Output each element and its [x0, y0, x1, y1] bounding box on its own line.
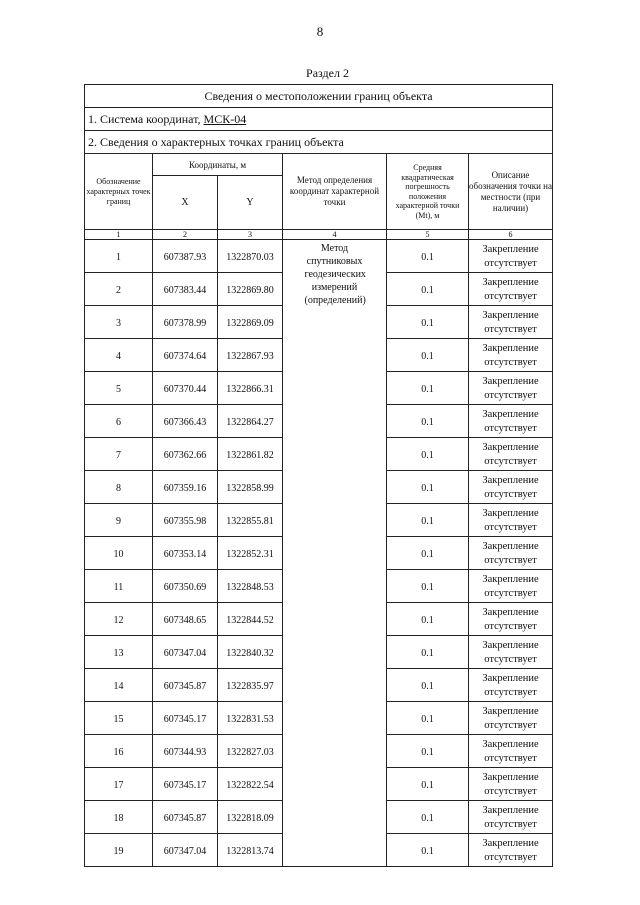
coord-x: 607359.16 — [153, 471, 218, 504]
table-subtitle: 2. Сведения о характерных точках границ объекта — [85, 131, 553, 154]
accuracy-value: 0.1 — [387, 471, 469, 504]
coord-x: 607345.17 — [153, 768, 218, 801]
coord-y: 1322869.09 — [218, 306, 283, 339]
point-number: 16 — [85, 735, 153, 768]
coord-y: 1322840.32 — [218, 636, 283, 669]
coord-x: 607347.04 — [153, 636, 218, 669]
coordinate-system-row — [85, 108, 553, 131]
table-title: Сведения о местоположении границ объекта — [85, 85, 553, 108]
header-coordinates: Координаты, м — [153, 154, 283, 176]
coord-y: 1322831.53 — [218, 702, 283, 735]
point-number: 7 — [85, 438, 153, 471]
method-text: Метод спутниковых геодезических измерений (определений) — [304, 243, 366, 306]
coord-x: 607383.44 — [153, 273, 218, 306]
point-number: 13 — [85, 636, 153, 669]
point-description: Закрепление отсутствует — [469, 372, 553, 405]
accuracy-value: 0.1 — [387, 768, 469, 801]
point-description: Закрепление отсутствует — [469, 669, 553, 702]
header-method: Метод определения координат характерной точки — [283, 154, 387, 230]
coord-x: 607370.44 — [153, 372, 218, 405]
point-description: Закрепление отсутствует — [469, 768, 553, 801]
column-index: 3 — [218, 230, 283, 240]
point-number: 10 — [85, 537, 153, 570]
coord-y: 1322864.27 — [218, 405, 283, 438]
accuracy-value: 0.1 — [387, 570, 469, 603]
coord-y: 1322818.09 — [218, 801, 283, 834]
coord-x: 607355.98 — [153, 504, 218, 537]
point-number: 18 — [85, 801, 153, 834]
accuracy-value: 0.1 — [387, 669, 469, 702]
header-point-designation: Обозначение характерных точек границ — [85, 154, 153, 230]
accuracy-value: 0.1 — [387, 339, 469, 372]
coord-x: 607344.93 — [153, 735, 218, 768]
point-number: 15 — [85, 702, 153, 735]
point-number: 17 — [85, 768, 153, 801]
point-number: 14 — [85, 669, 153, 702]
accuracy-value: 0.1 — [387, 801, 469, 834]
accuracy-value: 0.1 — [387, 240, 469, 273]
coord-y: 1322822.54 — [218, 768, 283, 801]
point-description: Закрепление отсутствует — [469, 801, 553, 834]
point-description: Закрепление отсутствует — [469, 603, 553, 636]
coord-y: 1322855.81 — [218, 504, 283, 537]
coord-y: 1322852.31 — [218, 537, 283, 570]
coord-x: 607345.87 — [153, 669, 218, 702]
header-x: X — [153, 176, 218, 230]
point-description: Закрепление отсутствует — [469, 438, 553, 471]
accuracy-value: 0.1 — [387, 834, 469, 867]
accuracy-value: 0.1 — [387, 636, 469, 669]
coord-y: 1322869.80 — [218, 273, 283, 306]
point-description: Закрепление отсутствует — [469, 339, 553, 372]
accuracy-value: 0.1 — [387, 537, 469, 570]
column-index: 2 — [153, 230, 218, 240]
point-number: 5 — [85, 372, 153, 405]
coord-x: 607362.66 — [153, 438, 218, 471]
point-description: Закрепление отсутствует — [469, 240, 553, 273]
point-description: Закрепление отсутствует — [469, 405, 553, 438]
column-index: 6 — [469, 230, 553, 240]
header-y: Y — [218, 176, 283, 230]
column-index-row — [85, 230, 553, 240]
column-index: 5 — [387, 230, 469, 240]
accuracy-value: 0.1 — [387, 504, 469, 537]
point-description: Закрепление отсутствует — [469, 504, 553, 537]
coord-x: 607353.14 — [153, 537, 218, 570]
point-description: Закрепление отсутствует — [469, 471, 553, 504]
point-number: 12 — [85, 603, 153, 636]
point-number: 6 — [85, 405, 153, 438]
point-number: 1 — [85, 240, 153, 273]
point-description: Закрепление отсутствует — [469, 570, 553, 603]
point-description: Закрепление отсутствует — [469, 306, 553, 339]
accuracy-value: 0.1 — [387, 603, 469, 636]
coord-x: 607374.64 — [153, 339, 218, 372]
point-number: 2 — [85, 273, 153, 306]
point-description: Закрепление отсутствует — [469, 702, 553, 735]
coord-x: 607345.87 — [153, 801, 218, 834]
point-description: Закрепление отсутствует — [469, 735, 553, 768]
coord-y: 1322866.31 — [218, 372, 283, 405]
coord-y: 1322858.99 — [218, 471, 283, 504]
coord-x: 607348.65 — [153, 603, 218, 636]
accuracy-value: 0.1 — [387, 735, 469, 768]
point-number: 9 — [85, 504, 153, 537]
coord-y: 1322827.03 — [218, 735, 283, 768]
accuracy-value: 0.1 — [387, 372, 469, 405]
coordinate-system-label: 1. Система координат, — [88, 111, 204, 126]
accuracy-value: 0.1 — [387, 306, 469, 339]
coord-y: 1322870.03 — [218, 240, 283, 273]
method-cell — [283, 240, 387, 867]
section-title: Раздел 2 — [306, 66, 349, 80]
coord-x: 607345.17 — [153, 702, 218, 735]
point-number: 8 — [85, 471, 153, 504]
coord-y: 1322867.93 — [218, 339, 283, 372]
header-accuracy: Средняя квадратическая погрешность положения характерной точки (Mt), м — [387, 154, 469, 230]
coord-x: 607366.43 — [153, 405, 218, 438]
page-number: 8 — [316, 24, 324, 39]
point-description: Закрепление отсутствует — [469, 834, 553, 867]
coord-y: 1322861.82 — [218, 438, 283, 471]
point-number: 11 — [85, 570, 153, 603]
coord-y: 1322848.53 — [218, 570, 283, 603]
column-index: 1 — [85, 230, 153, 240]
point-description: Закрепление отсутствует — [469, 636, 553, 669]
point-number: 3 — [85, 306, 153, 339]
table-row — [85, 240, 553, 273]
point-description: Закрепление отсутствует — [469, 537, 553, 570]
coord-x: 607378.99 — [153, 306, 218, 339]
coord-y: 1322813.74 — [218, 834, 283, 867]
point-number: 19 — [85, 834, 153, 867]
accuracy-value: 0.1 — [387, 405, 469, 438]
coord-y: 1322844.52 — [218, 603, 283, 636]
coord-x: 607350.69 — [153, 570, 218, 603]
accuracy-value: 0.1 — [387, 438, 469, 471]
coord-y: 1322835.97 — [218, 669, 283, 702]
accuracy-value: 0.1 — [387, 702, 469, 735]
point-number: 4 — [85, 339, 153, 372]
column-index: 4 — [283, 230, 387, 240]
header-description: Описание обозначения точки на местности (при наличии) — [469, 154, 553, 230]
accuracy-value: 0.1 — [387, 273, 469, 306]
coord-x: 607387.93 — [153, 240, 218, 273]
boundary-points-table — [84, 84, 553, 867]
point-description: Закрепление отсутствует — [469, 273, 553, 306]
coord-x: 607347.04 — [153, 834, 218, 867]
coordinate-system-value: МСК-04 — [203, 111, 247, 126]
